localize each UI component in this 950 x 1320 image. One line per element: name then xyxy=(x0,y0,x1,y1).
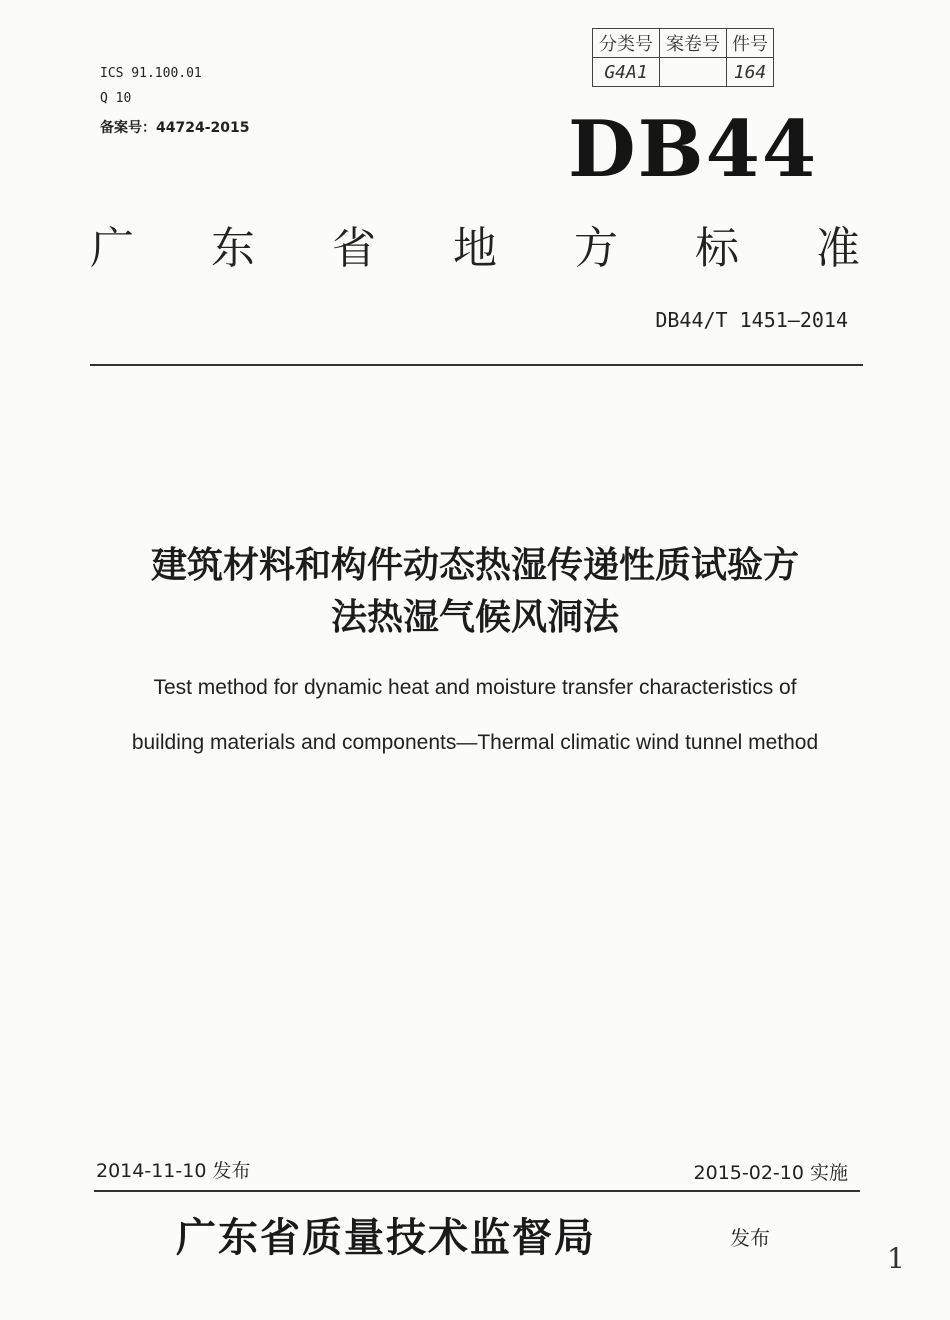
standard-type-char: 准 xyxy=(816,223,860,274)
classification-header: 案卷号 xyxy=(660,29,727,58)
standard-type-char: 广 xyxy=(90,223,134,274)
ics-code: ICS 91.100.01 xyxy=(100,66,202,81)
standard-type-char: 省 xyxy=(332,223,376,274)
header-divider xyxy=(90,364,863,366)
filing-number: 备案号：44724-2015 xyxy=(100,120,250,136)
ccs-code: Q 10 xyxy=(100,91,132,106)
standard-type-char: 地 xyxy=(453,223,497,274)
standard-type xyxy=(90,212,860,276)
classification-value xyxy=(660,58,727,87)
title-chinese xyxy=(70,540,880,644)
classification-header: 分类号 xyxy=(593,29,660,58)
publish-label: 发布 xyxy=(730,1226,770,1250)
standard-type-char: 东 xyxy=(211,223,255,274)
standard-logo: DB44 xyxy=(568,104,819,195)
title-english xyxy=(70,660,880,770)
standard-type-char: 标 xyxy=(695,223,739,274)
title-chinese-line: 建筑材料和构件动态热湿传递性质试验方 xyxy=(150,545,799,586)
issue-date: 2014-11-10 发布 xyxy=(96,1160,251,1182)
classification-header: 件号 xyxy=(727,29,774,58)
standard-number: DB44/T 1451—2014 xyxy=(655,308,848,332)
footer-divider xyxy=(94,1190,860,1192)
publisher: 广东省质量技术监督局 xyxy=(176,1214,596,1261)
implementation-date: 2015-02-10 实施 xyxy=(693,1162,848,1184)
classification-value: G4A1 xyxy=(593,58,660,87)
title-english-line: building materials and components—Thermal climatic wind tunnel method xyxy=(131,731,819,754)
classification-value: 164 xyxy=(727,58,774,87)
title-chinese-line: 法热湿气候风洞法 xyxy=(330,597,619,638)
title-english-line: Test method for dynamic heat and moisture transfer characteristics of xyxy=(153,676,797,699)
classification-stamp xyxy=(592,28,774,87)
standard-type-char: 方 xyxy=(574,223,618,274)
page-number: 1 xyxy=(887,1242,905,1275)
